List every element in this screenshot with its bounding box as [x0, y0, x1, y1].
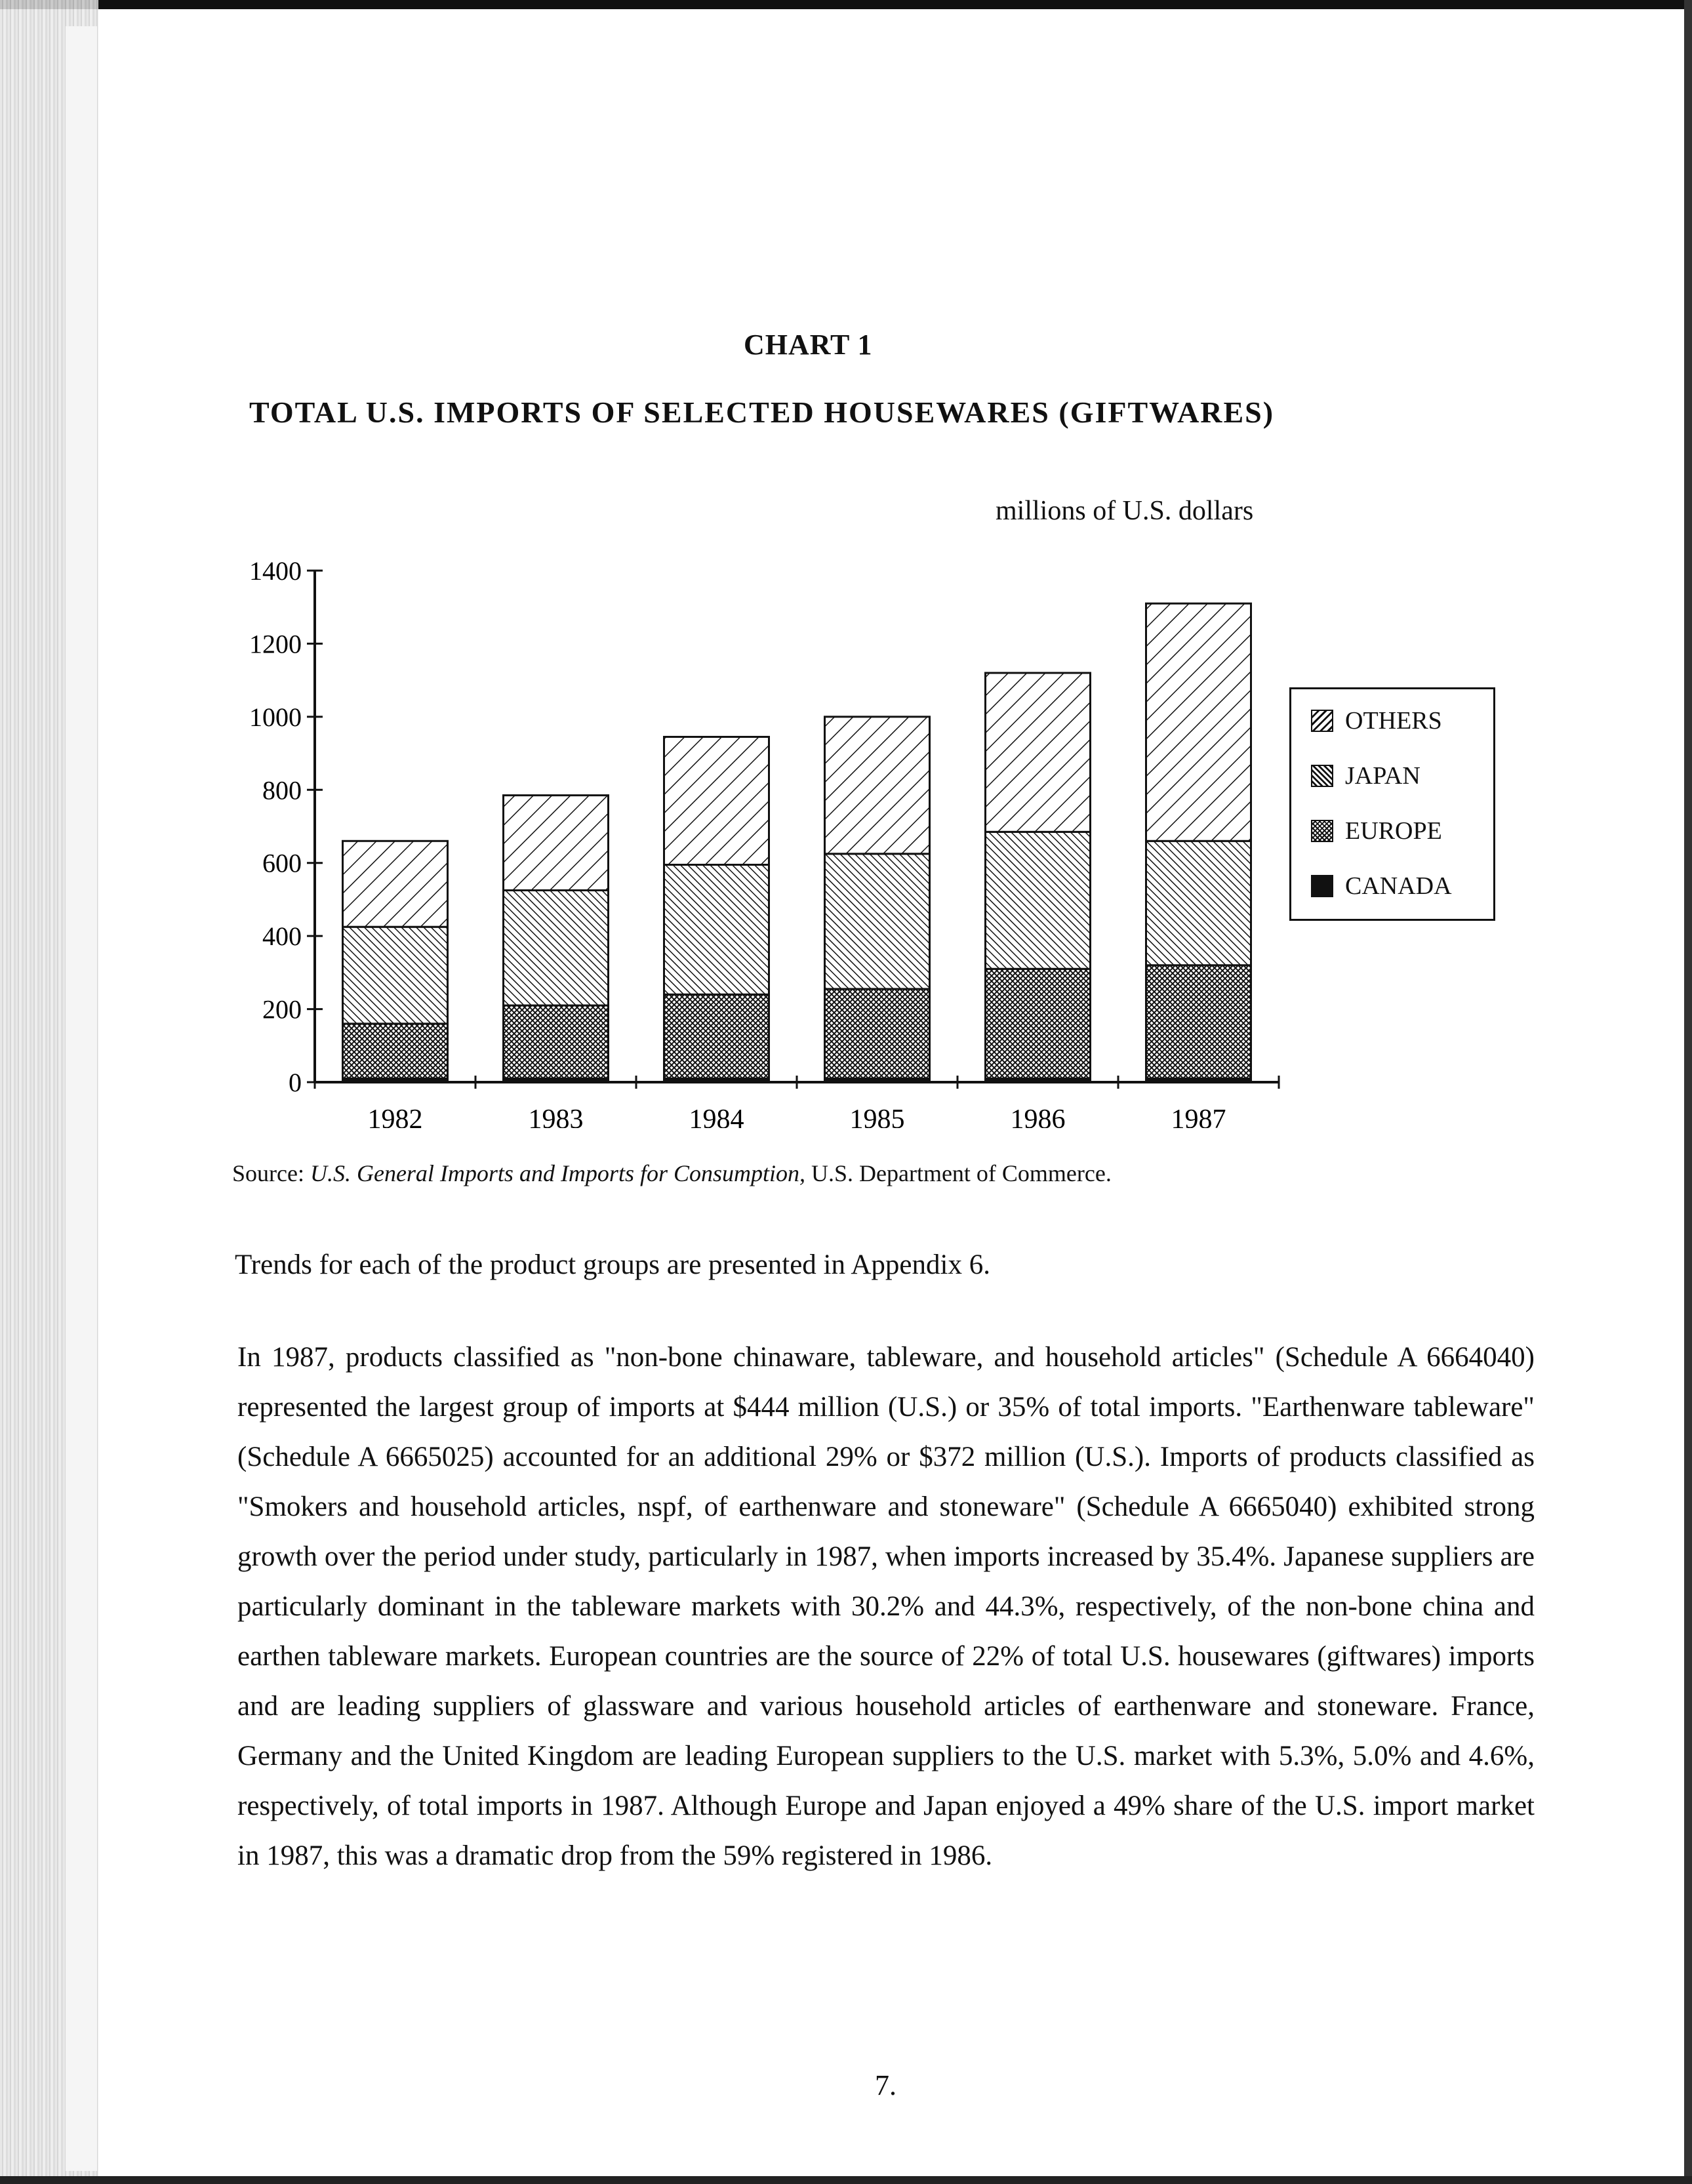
legend-label-europe: EUROPE: [1345, 817, 1442, 845]
body-paragraph: In 1987, products classified as "non-bone chinaware, tableware, and household articles" (Schedule A 6664040) represented the largest group of imports at $444 million (U.S.) or 35% of total imports. "Earthenware tableware" (Schedule A 6665025) accounted for an additional 29% or $372 million (U.S.). Imports of products classified as "Smokers and household articles, nspf, of earthenware and stoneware" (Schedule A 6665040) exhibited strong growth over the period under study, particularly in 1987, when imports increased by 35.4%. Japanese suppliers are particularly dominant in the tableware markets with 30.2% and 44.3%, respectively, of the non-bone china and earthen tableware markets. European countries are the source of 22% of total U.S. housewares (giftwares) imports and are leading suppliers of glassware and various household articles of earthenware and stoneware. France, Germany and the United Kingdom are leading European suppliers to the U.S. market with 5.3%, 5.0% and 4.6%, respectively, of total imports in 1987. Although Europe and Japan enjoyed a 49% share of the U.S. import market in 1987, this was a dramatic drop from the 59% registered in 1986.: [237, 1342, 1535, 1871]
bar-others-1984: [664, 737, 769, 865]
source-prefix: Source:: [232, 1160, 304, 1186]
bar-europe-1983: [504, 1005, 609, 1078]
trends-sentence: Trends for each of the product groups are presented in Appendix 6.: [235, 1249, 990, 1280]
japan-swatch-icon: [1311, 765, 1333, 787]
y-tick-label: 0: [289, 1068, 302, 1097]
bar-europe-1984: [664, 994, 769, 1078]
bar-europe-1987: [1146, 965, 1251, 1079]
bar-japan-1987: [1146, 841, 1251, 965]
chart-legend: [1289, 687, 1495, 921]
legend-label-japan: JAPAN: [1345, 762, 1420, 790]
y-tick-label: 200: [262, 994, 302, 1024]
x-tick-label: 1983: [528, 1104, 584, 1128]
bar-others-1986: [986, 673, 1091, 832]
scan-top-border: [0, 0, 1692, 9]
chart-label: CHART 1: [744, 329, 873, 361]
scan-right-border: [1684, 0, 1692, 2184]
bar-europe-1982: [343, 1024, 448, 1079]
x-tick-label: 1982: [367, 1104, 423, 1128]
bar-others-1985: [825, 717, 930, 854]
x-tick-label: 1985: [849, 1104, 905, 1128]
legend-item-europe: [1311, 811, 1442, 851]
y-tick-label: 800: [262, 775, 302, 805]
source-agency: U.S. Department of Commerce.: [811, 1160, 1112, 1186]
scan-left-edge: [0, 0, 98, 2184]
y-tick-label: 1400: [249, 556, 302, 586]
y-tick-label: 1000: [249, 702, 302, 732]
bar-others-1982: [343, 841, 448, 927]
legend-item-others: [1311, 701, 1442, 740]
y-tick-label: 400: [262, 921, 302, 952]
bar-europe-1986: [986, 969, 1091, 1078]
legend-item-canada: [1311, 866, 1452, 906]
bar-japan-1982: [343, 927, 448, 1024]
x-tick-label: 1987: [1171, 1104, 1226, 1128]
bar-others-1983: [504, 796, 609, 891]
y-tick-label: 1200: [249, 629, 302, 659]
legend-label-canada: CANADA: [1345, 872, 1452, 900]
canada-swatch-icon: [1311, 875, 1333, 897]
bar-japan-1984: [664, 865, 769, 995]
legend-item-japan: [1311, 756, 1420, 796]
chart-title: TOTAL U.S. IMPORTS OF SELECTED HOUSEWARES (GIFTWARES): [249, 395, 1275, 429]
others-swatch-icon: [1311, 710, 1333, 732]
bar-japan-1986: [986, 832, 1091, 969]
bar-europe-1985: [825, 989, 930, 1079]
x-tick-label: 1986: [1010, 1104, 1066, 1128]
source-publication: U.S. General Imports and Imports for Consumption,: [310, 1160, 805, 1186]
bar-japan-1985: [825, 854, 930, 989]
page-number: 7.: [875, 2069, 896, 2101]
bar-japan-1983: [504, 891, 609, 1006]
x-tick-label: 1984: [689, 1104, 744, 1128]
bar-others-1987: [1146, 603, 1251, 841]
y-tick-label: 600: [262, 848, 302, 878]
europe-swatch-icon: [1311, 820, 1333, 842]
source-note: [232, 1160, 1112, 1187]
legend-label-others: OTHERS: [1345, 707, 1442, 735]
scan-bottom-border: [0, 2176, 1692, 2184]
stacked-bar-chart: [197, 538, 1312, 1128]
units-label: millions of U.S. dollars: [996, 496, 1254, 526]
